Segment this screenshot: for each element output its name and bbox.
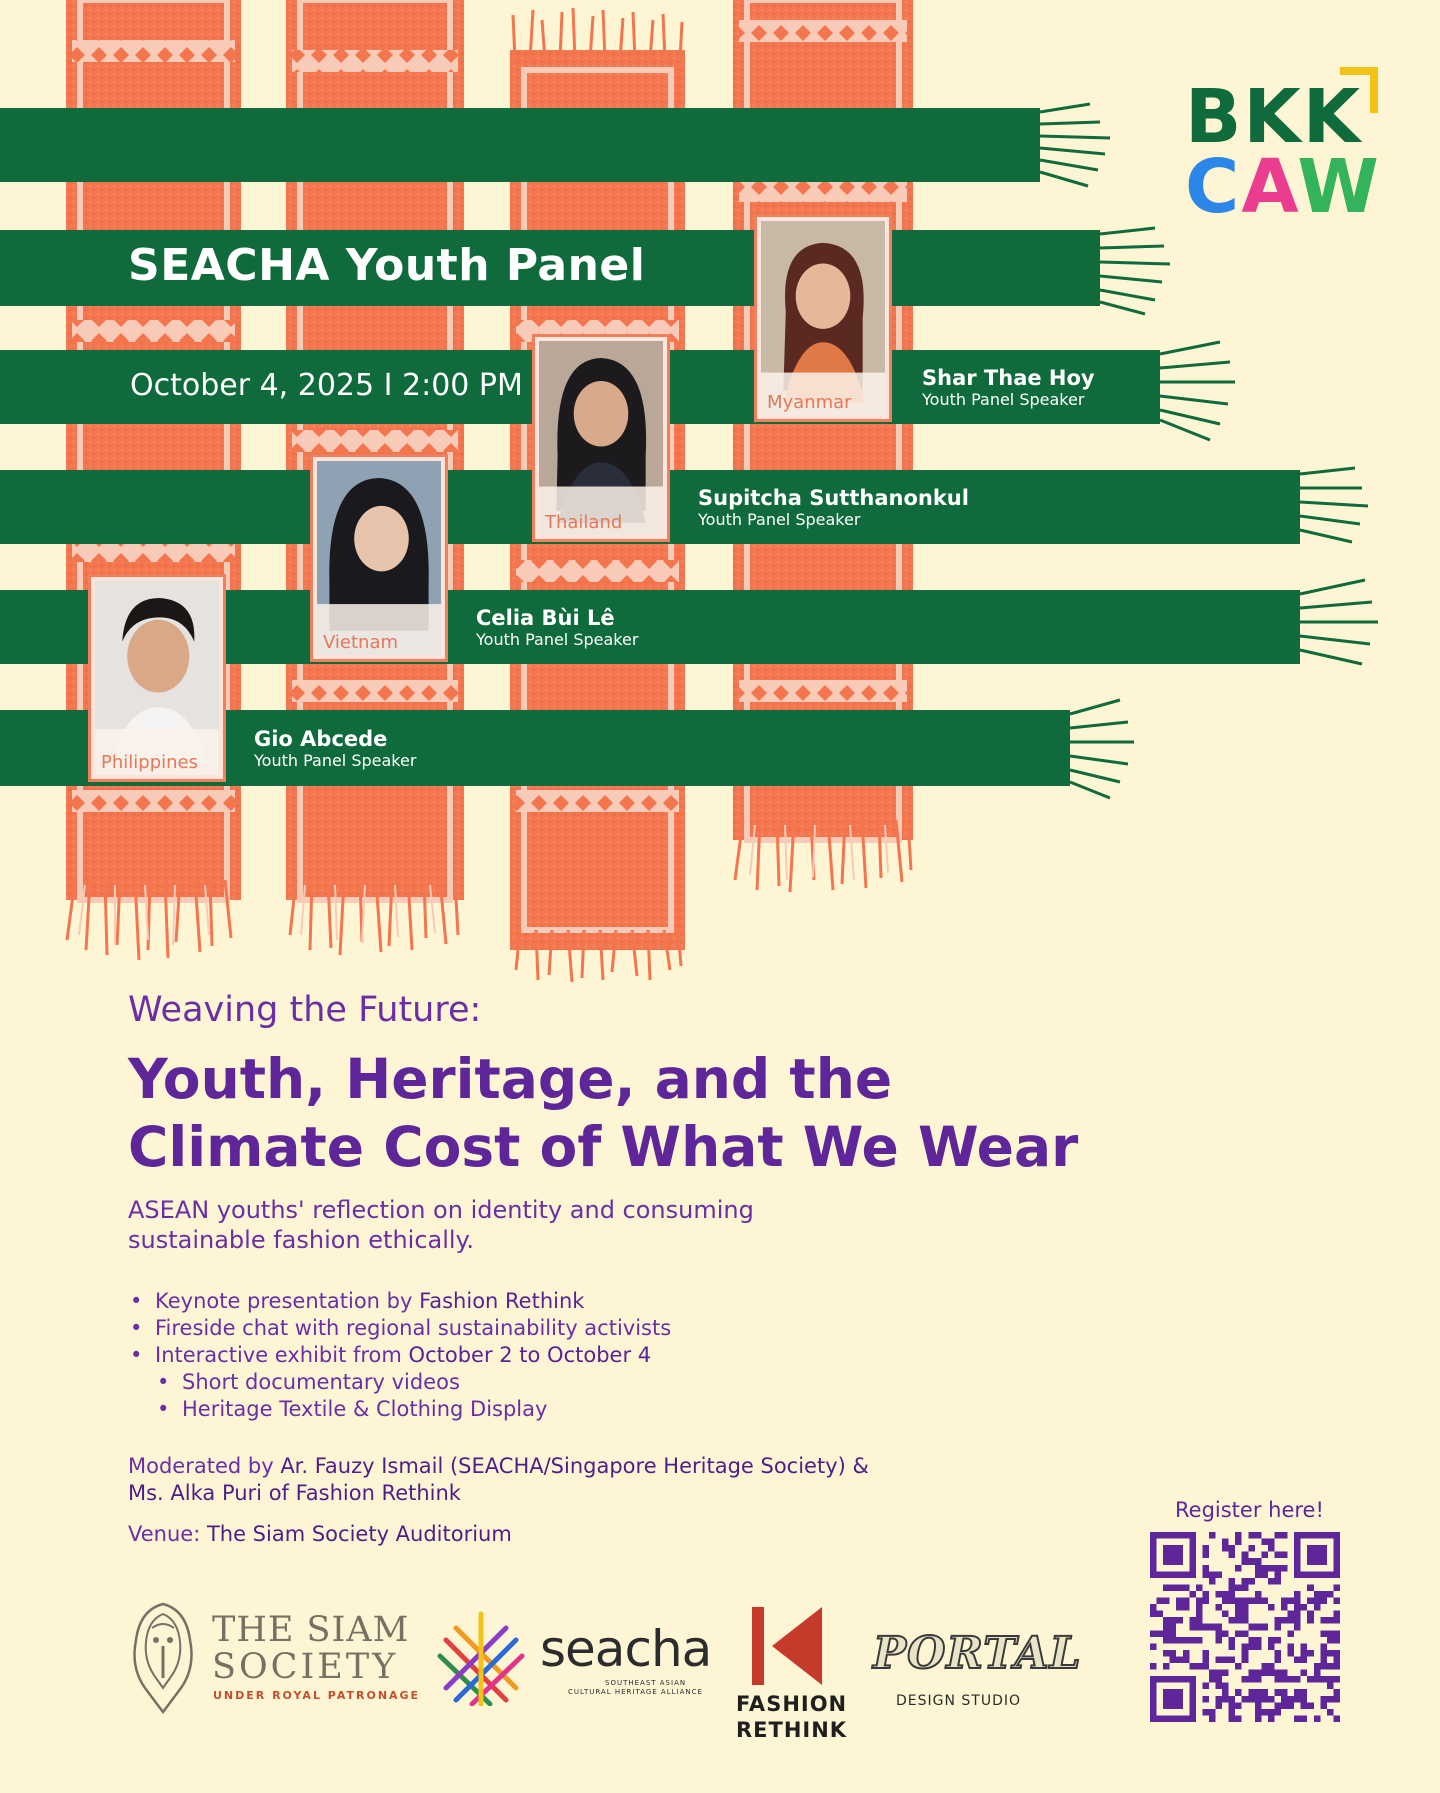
- siam-society-logo-line2: SOCIETY: [212, 1647, 399, 1687]
- siam-society-logo-line3: UNDER ROYAL PATRONAGE: [213, 1689, 421, 1702]
- venue-name: The Siam Society Auditorium: [206, 1522, 512, 1546]
- venue: [128, 1522, 512, 1546]
- program-item-highlight: Fashion Rethink: [419, 1289, 585, 1313]
- speaker-photo-card: [88, 574, 226, 782]
- program-item: • Fireside chat with regional sustainability activists: [128, 1315, 671, 1342]
- event-subtitle: Weaving the Future:: [128, 990, 482, 1030]
- register-label: Register here!: [1175, 1498, 1324, 1522]
- event-intro: [128, 1195, 828, 1255]
- moderator-2: Ms. Alka Puri of Fashion Rethink: [128, 1481, 461, 1505]
- program-subitem: • Short documentary videos: [128, 1369, 671, 1396]
- program-item-text: Keynote presentation by: [155, 1289, 420, 1313]
- seacha-logo-sub1: SOUTHEAST ASIAN: [605, 1679, 687, 1687]
- speaker-role: Youth Panel Speaker: [254, 751, 417, 770]
- siam-society-emblem-icon: [126, 1600, 200, 1716]
- event-title: [128, 1045, 1078, 1181]
- moderators-line: [128, 1453, 869, 1480]
- speaker-photo: [761, 221, 885, 415]
- speaker-photo: [95, 581, 219, 775]
- speaker-role: Youth Panel Speaker: [922, 390, 1085, 409]
- panel-title: SEACHA Youth Panel: [128, 240, 646, 291]
- program-item-text: Interactive exhibit from: [155, 1343, 409, 1367]
- logo-letter-c: C: [1185, 144, 1242, 230]
- speaker-name: Celia Bùi Lê: [476, 606, 615, 630]
- fashion-rethink-logo-line2: RETHINK: [736, 1718, 848, 1742]
- speaker-photo-card: [532, 334, 670, 542]
- seacha-logo-sub2: CULTURAL HERITAGE ALLIANCE: [568, 1688, 703, 1696]
- program-subitem: • Heritage Textile & Clothing Display: [128, 1396, 671, 1423]
- speaker-photo-card: [754, 214, 892, 422]
- speaker-country: Myanmar: [767, 392, 852, 413]
- program-list: [128, 1288, 671, 1423]
- program-item: [128, 1288, 671, 1315]
- speaker-name: Supitcha Sutthanonkul: [698, 486, 969, 510]
- speaker-name: Shar Thae Hoy: [922, 366, 1095, 390]
- speaker-country: Thailand: [545, 512, 623, 533]
- qr-code[interactable]: [1150, 1532, 1340, 1722]
- speaker-photo-card: [310, 454, 448, 662]
- speaker-photo: [317, 461, 441, 655]
- venue-prefix: Venue:: [128, 1522, 207, 1546]
- logo-letter-a: A: [1241, 144, 1298, 230]
- moderators: [128, 1453, 869, 1507]
- siam-society-logo-line1: THE SIAM: [212, 1610, 410, 1650]
- speaker-country: Vietnam: [323, 632, 399, 653]
- moderators-joiner: &: [845, 1454, 869, 1478]
- event-title-line: Youth, Heritage, and the: [128, 1047, 893, 1111]
- logo-letter-w: W: [1297, 144, 1381, 230]
- seacha-logo-wordmark: seacha: [540, 1620, 712, 1678]
- fashion-rethink-logo-line1: FASHION: [736, 1692, 848, 1716]
- bkkcaw-logo-line1: BKK: [1185, 74, 1363, 160]
- program-item: [128, 1342, 671, 1369]
- speaker-photo: [539, 341, 663, 535]
- portal-logo-sub: DESIGN STUDIO: [896, 1693, 1022, 1709]
- speaker-country: Philippines: [101, 752, 198, 773]
- portal-logo-wordmark: PORTAL: [873, 1628, 1082, 1679]
- speaker-name: Gio Abcede: [254, 727, 388, 751]
- speaker-role: Youth Panel Speaker: [476, 630, 639, 649]
- panel-datetime: October 4, 2025 I 2:00 PM: [130, 368, 523, 403]
- speaker-role: Youth Panel Speaker: [698, 510, 861, 529]
- event-title-line: Climate Cost of What We Wear: [128, 1115, 1079, 1179]
- bkkcaw-logo-line2: [1185, 144, 1381, 230]
- program-item-highlight: October 2 to October 4: [408, 1343, 652, 1367]
- seacha-weave-icon: [436, 1610, 526, 1706]
- fashion-rethink-k-icon: [750, 1605, 824, 1687]
- moderators-prefix: Moderated by: [128, 1454, 281, 1478]
- event-intro-line: ASEAN youths' reflection on identity and consuming: [128, 1196, 754, 1224]
- event-intro-line: sustainable fashion ethically.: [128, 1226, 474, 1254]
- moderator-1: Ar. Fauzy Ismail (SEACHA/Singapore Heritage Society): [280, 1454, 846, 1478]
